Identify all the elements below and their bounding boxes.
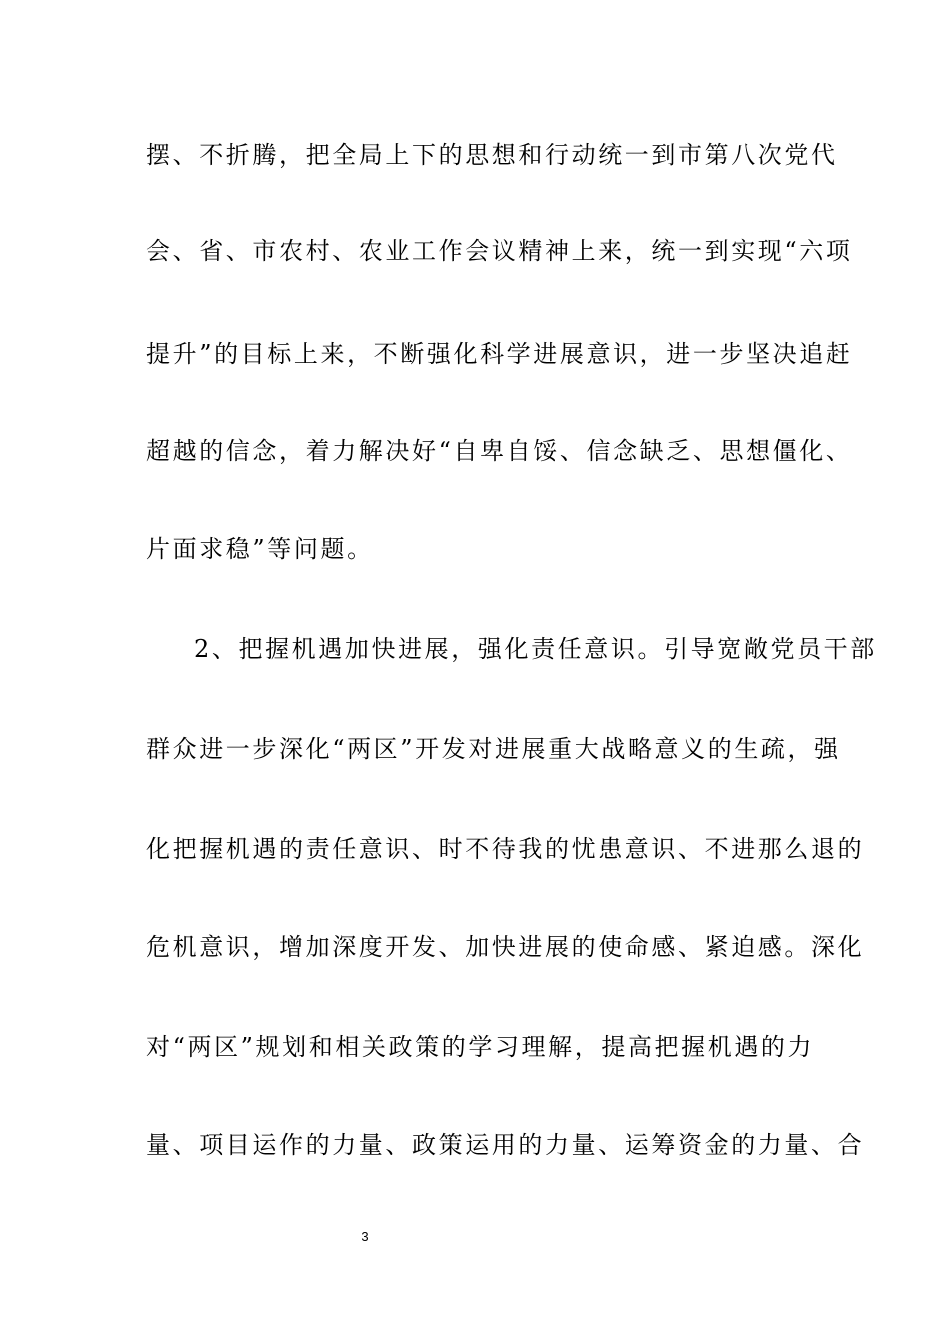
- text-line: 对“两区”规划和相关政策的学习理解，提高把握机遇的力: [146, 1033, 815, 1061]
- text-line: 超越的信念，着力解决好“自卑自馁、信念缺乏、思想僵化、: [146, 437, 853, 465]
- text-line: 量、项目运作的力量、政策运用的力量、运筹资金的力量、合: [146, 1131, 865, 1159]
- paragraph-start-line: 2、把握机遇加快进展，强化责任意识。引导宽敞党员干部: [194, 635, 877, 663]
- page-number: 3: [361, 1229, 369, 1244]
- text-line: 片面求稳”等问题。: [146, 535, 374, 563]
- text-line: 群众进一步深化“两区”开发对进展重大战略意义的生疏，强: [146, 735, 841, 763]
- text-line: 危机意识，增加深度开发、加快进展的使命感、紧迫感。深化: [146, 933, 865, 961]
- text-line: 提升”的目标上来，不断强化科学进展意识，进一步坚决追赶: [146, 340, 853, 368]
- text-line: 会、省、市农村、农业工作会议精神上来，统一到实现“六项: [146, 237, 853, 265]
- text-line: 化把握机遇的责任意识、时不待我的忧患意识、不进那么退的: [146, 835, 865, 863]
- text-line: 摆、不折腾，把全局上下的思想和行动统一到市第八次党代: [146, 141, 838, 169]
